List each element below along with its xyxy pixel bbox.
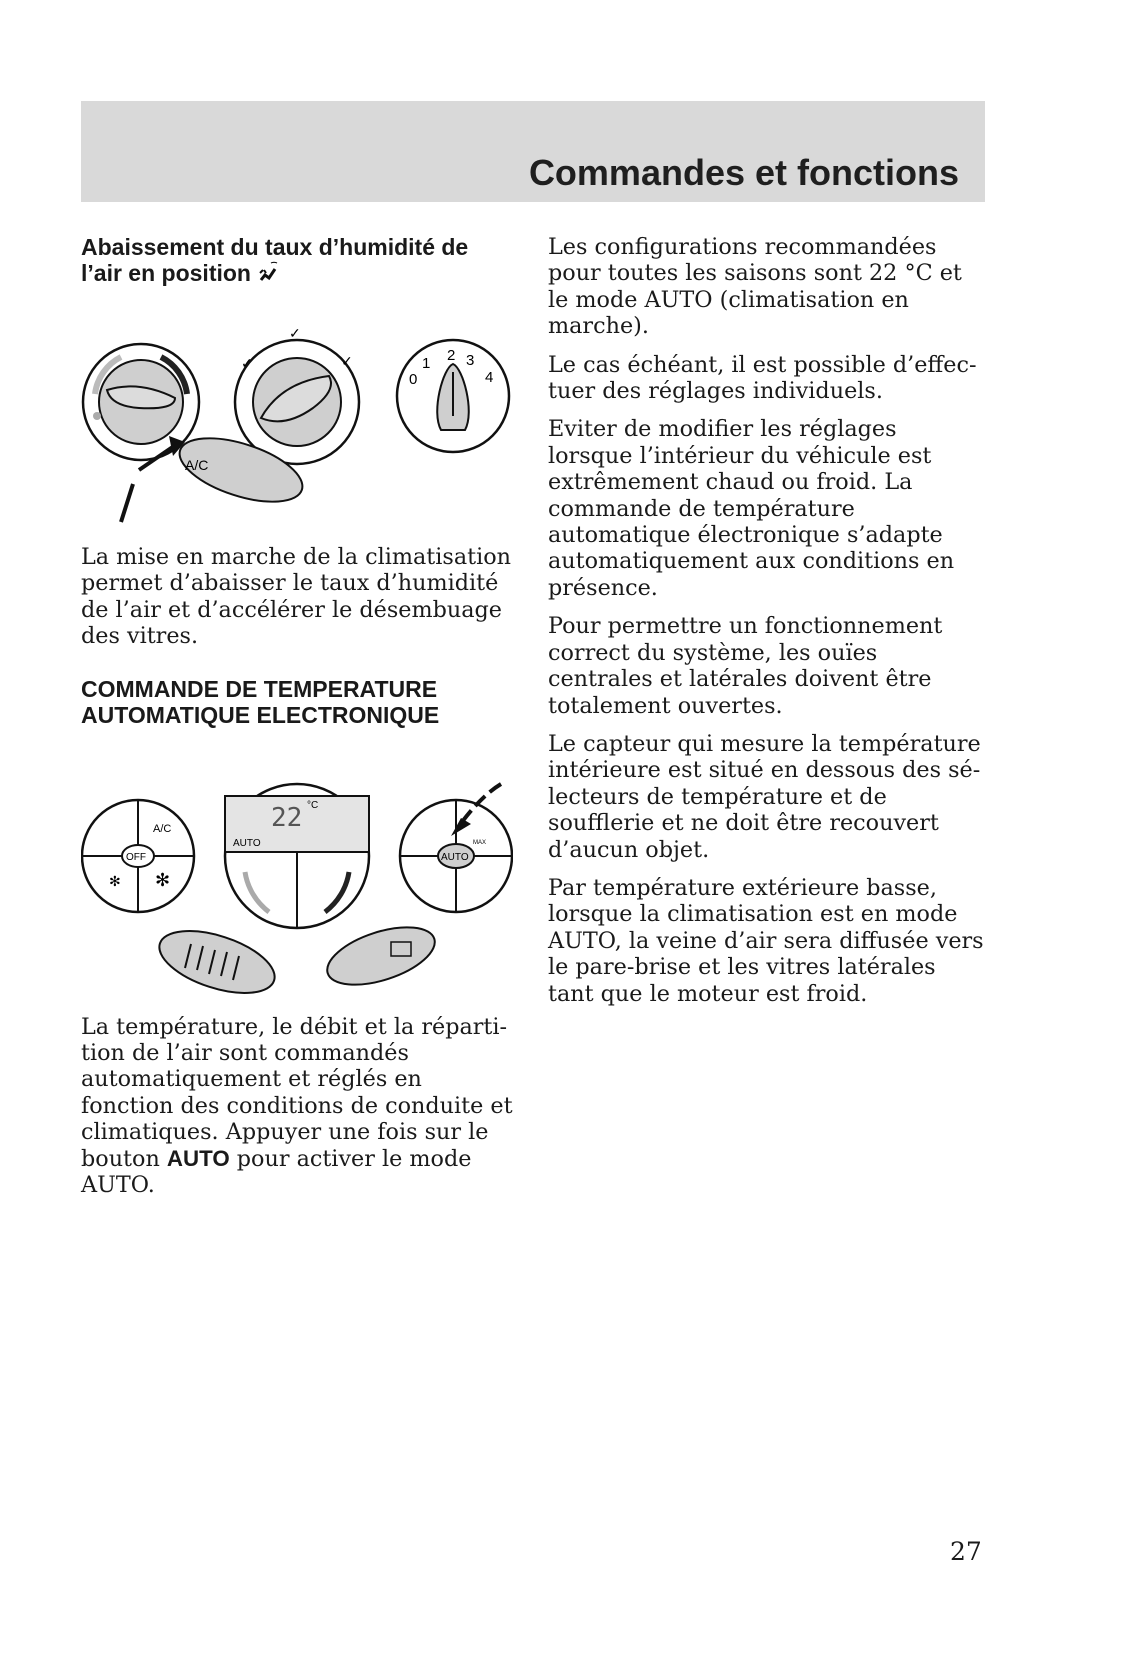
svg-text:✓: ✓ [289,325,301,341]
paragraph-auto [81,1014,513,1199]
fan-label-0: 0 [409,371,418,388]
fan-label-3: 3 [466,352,475,369]
heading-line-2: l’air en position [81,260,251,286]
page-number: 27 [950,1537,982,1566]
fan-speed-knob [397,340,509,452]
paragraph-avoid-changes: Eviter de modifier les réglages lorsque l’intérieur du véhicule est extrêmement chaud ou froid. La commande de température automatique électronique s’adapte automatiquement aux conditions en présence. [548,416,955,601]
right-column [548,234,988,1019]
heading-auto-line-2: AUTOMATIQUE ELECTRONIQUE [81,701,440,728]
ac-button-label: A/C [185,457,209,473]
automatic-climate-panel-figure [81,766,513,996]
paragraph-vents-open: Pour permettre un fonctionnement correct du système, les ouïes centrales et latérales doivent être totalement ouvertes. [548,613,943,719]
paragraph-sensor: Le capteur qui mesure la température intérieure est situé en dessous des sélecteurs de température et de soufflerie et ne doit être recouvert d’aucun objet. [548,730,981,863]
air-distribution-knob [235,325,359,464]
auto-button-label: AUTO [441,851,469,863]
svg-text:✓: ✓ [341,353,353,369]
fan-label-2: 2 [447,347,456,364]
temperature-readout: 22 [271,802,303,833]
paragraph-auto-text-1: La température, le débit et la répartition de l’air sont commandés automatiquement et réglés en fonction des conditions de conduite et climatiques. Appuyer une fois sur le bouton [81,1013,513,1172]
paragraph-humidity: La mise en marche de la climatisation permet d’abaisser le taux d’humidité de l’air et d’accélérer le désembuage des vitres. [81,544,512,650]
svg-text:✓: ✓ [241,355,253,371]
manual-climate-controls-figure [81,312,513,524]
fan-label-1: 1 [422,355,431,372]
section-heading-humidity [81,234,513,286]
windscreen-airflow-icon [257,260,281,284]
heading-auto-line-1: COMMANDE DE TEMPERATURE [81,675,438,702]
left-control-cluster [82,800,194,912]
section-heading-auto-temp [81,676,513,728]
auto-display-label: AUTO [233,837,261,849]
paragraph-auto-text-2: pour activer le mode AUTO. [81,1145,472,1199]
paragraph-low-temperature: Par température extérieure basse, lorsque la climatisation est en mode AUTO, la veine d’air sera diffusée vers le pare-brise et les vitres latérales tant que le moteur est froid. [548,874,984,1007]
page-title: Commandes et fonctions [528,152,959,193]
fan-low-icon: ✻ [109,873,121,890]
right-control-cluster [400,784,512,912]
temperature-unit: °C [307,799,319,811]
fan-label-4: 4 [485,369,494,386]
paragraph-recommended-settings: Les configurations recommandées pour toutes les saisons sont 22 °C et le mode AUTO (climatisation en marche). [548,234,962,340]
paragraph-individual-settings: Le cas échéant, il est possible d’effectuer des réglages individuels. [548,351,977,405]
temperature-display-unit [225,784,369,928]
max-label: MAX [473,839,487,846]
heading-line-1: Abaissement du taux d’humidité de [81,234,469,260]
header-band [81,101,985,202]
auto-keyword: AUTO [166,1145,230,1171]
off-label: OFF [126,851,146,863]
fan-high-icon: ✻ [155,869,171,891]
left-column [81,234,513,1198]
ac-label: A/C [153,822,172,835]
